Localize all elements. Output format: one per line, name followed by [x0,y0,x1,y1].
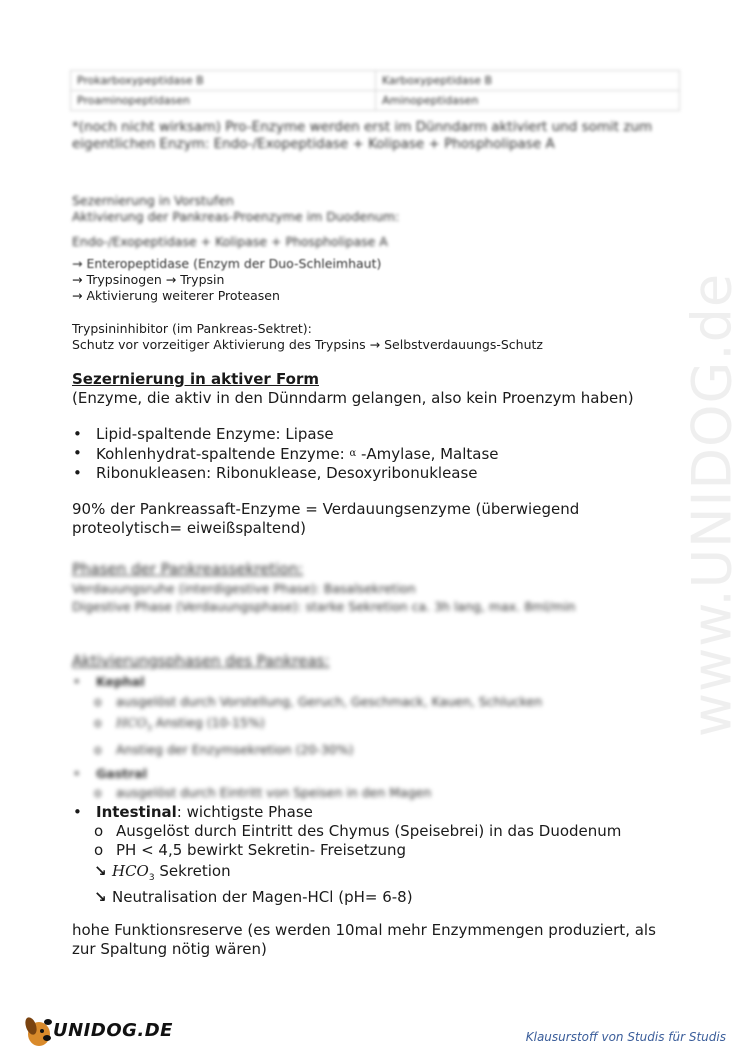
sub-list [74,694,692,758]
alpha-symbol: α [349,448,357,459]
formula-sub: 3 [146,723,152,733]
vorstufen-line: Sezernierung in Vorstufen [72,193,234,208]
vorstufen-line: Endo-/Exopeptidase + Kolipase + Phospholipase A [72,234,388,249]
list-item-text: Neutralisation der Magen-HCl (pH= 6-8) [112,888,413,906]
list-item: o Ausgelöst durch Eintritt des Chymus (Speisebrei) in das Duodenum [94,822,622,840]
dog-eye-shape [40,1029,44,1033]
enzyme-table [70,70,680,111]
phase-label: Kephal [96,674,145,689]
inhibitor-line: Trypsininhibitor (im Pankreas-Sektret): [72,321,312,336]
list-item-text: -Amylase, Maltase [356,445,499,463]
phasen-section [72,560,672,615]
phasen-line: Verdauungsruhe (interdigestive Phase): Basalsekretion [72,581,416,596]
phase-list [72,674,692,801]
inhibitor-block [72,321,692,353]
formula-sub: 3 [148,873,155,883]
section-heading: Sezernierung in aktiver Form [72,370,319,388]
table-row [71,71,680,91]
footer-tagline: Klausurstoff von Studis für Studis [525,1030,726,1044]
list-item-text: Ausgelöst durch Eintritt des Chymus (Speisebrei) in das Duodenum [116,822,622,840]
list-item-text: Sekretion [154,862,231,880]
inhibitor-line: Schutz vor vorzeitiger Aktivierung des Trypsins → Selbstverdauungs-Schutz [72,337,543,352]
list-item-text: Ribonukleasen: Ribonuklease, Desoxyribonuklease [96,464,478,482]
arrow-icon: ↘ [94,888,107,906]
section-subtitle: (Enzyme, die aktiv in den Dünndarm gelangen, also kein Proenzym haben) [72,389,634,407]
phase-label: Intestinal [96,803,177,821]
enzyme-list [72,425,692,483]
table-cell: Aminopeptidasen [376,91,680,111]
list-item [72,888,712,907]
reserve-paragraph: hohe Funktionsreserve (es werden 10mal mehr Enzymmengen produziert, als zur Spaltung nötig wären) [72,921,656,958]
watermark-text: www.UNIDOG.de [680,272,744,738]
list-item-text: PH < 4,5 bewirkt Sekretin- Freisetzung [116,841,407,859]
table-cell: Proaminopeptidasen [71,91,376,111]
table-row [71,91,680,111]
activation-chain [72,256,672,304]
sub-list [74,785,692,801]
arrow-icon: ↘ [94,862,107,880]
list-item: o ausgelöst durch Vorstellung, Geruch, Geschmack, Kauen, Schlucken [94,694,692,710]
list-item-text: Anstieg (10-15%) [151,715,265,730]
list-item-text: Lipid-spaltende Enzyme: Lipase [96,425,334,443]
list-item: o Anstieg der Enzymsekretion (20-30%) [94,742,692,758]
list-item [72,862,712,888]
phase-label: Gastral [96,765,147,781]
phasen-line: Digestive Phase (Verdauungsphase): starke Sekretion ca. 3h lang, max. 8ml/min [72,599,576,614]
logo-text: UNIDOG.DE [53,1020,173,1041]
list-item [72,803,712,822]
list-item: o PH < 4,5 bewirkt Sekretin- Freisetzung [94,841,407,859]
list-item-text: : wichtigste Phase [176,803,313,821]
vorstufen-block [72,193,672,250]
list-item [72,766,692,801]
dog-nose-shape [43,1035,51,1041]
vorstufen-line: Aktivierung der Pankreas-Proenzyme im Duodenum: [72,209,400,224]
section-heading: Phasen der Pankreassekretion: [72,560,304,578]
table-cell: Karboxypeptidase B [376,71,680,91]
list-item [72,674,692,758]
enzyme-percentage-paragraph: 90% der Pankreassaft-Enzyme = Verdauungsenzyme (überwiegend proteolytisch= eiweißspaltend) [72,500,580,537]
list-item [72,464,692,483]
intestinal-section [72,803,712,907]
activation-line: → Trypsinogen → Trypsin [72,272,225,287]
formula: HCO [116,715,147,730]
paw-shape [44,1019,52,1025]
list-item [72,425,692,444]
aktivierung-section [72,652,692,801]
proenzyme-note: *(noch nicht wirksam) Pro-Enzyme werden erst im Dünndarm aktiviert und somit zum eigentlichen Enzym: Endo-/Exopeptidase + Kolipase + Phospholipase A [72,119,653,152]
aktiv-section [72,370,692,537]
activation-line: → Aktivierung weiterer Proteasen [72,288,280,303]
formula: HCO [112,862,149,880]
activation-line: → Enteropeptidase (Enzym der Duo-Schleimhaut) [72,256,382,271]
table-cell: Prokarboxypeptidase B [71,71,376,91]
list-item [72,444,692,464]
list-item-text: Kohlenhydrat-spaltende Enzyme: [96,445,350,463]
list-item: o ausgelöst durch Eintritt von Speisen in den Magen [94,785,692,801]
section-heading: Aktivierungsphasen des Pankreas: [72,652,330,670]
list-item [94,715,692,737]
phase-list [72,803,712,822]
